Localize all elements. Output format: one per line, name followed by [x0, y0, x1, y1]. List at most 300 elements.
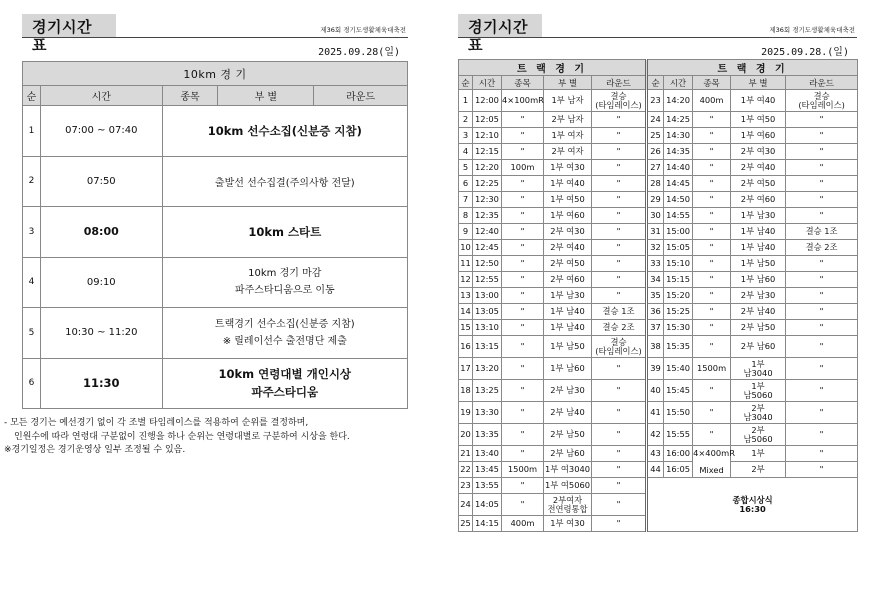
row-time: 11:30 [40, 358, 162, 409]
division-line1: 2부 [751, 402, 765, 413]
row-number: 18 [459, 380, 473, 402]
row-division: 2부 여30 [544, 224, 592, 240]
track-header-right: 트 랙 경 기 [647, 60, 858, 76]
row-event: " [502, 358, 544, 380]
row-description: 출발선 선수집결(주의사항 전달) [162, 156, 407, 207]
row-number: 4 [459, 144, 473, 160]
row-division [731, 402, 786, 424]
row-description-line2: 파주스타디움 [251, 385, 319, 400]
row-description-line1: 10km 연령대별 개인시상 [218, 367, 352, 382]
row-number: 3 [459, 128, 473, 144]
row-division: 1부 여30 [544, 160, 592, 176]
col-header: 라운드 [314, 86, 408, 106]
row-time: 15:20 [664, 288, 693, 304]
row-number: 5 [459, 160, 473, 176]
row-time: 16:00 [664, 446, 693, 462]
row-round: " [786, 208, 858, 224]
row-time: 12:20 [473, 160, 502, 176]
row-time: 13:05 [473, 304, 502, 320]
row-round: 결승 1조 [592, 304, 647, 320]
row-round: " [592, 462, 647, 478]
table-row [459, 358, 858, 380]
row-round: " [592, 144, 647, 160]
table-row [459, 336, 858, 358]
ceremony-title: 종합시상식 [732, 494, 773, 505]
row-number: 14 [459, 304, 473, 320]
row-division: 1부 여30 [544, 516, 592, 532]
row-event: " [502, 192, 544, 208]
row-time: 15:55 [664, 424, 693, 446]
row-time: 12:45 [473, 240, 502, 256]
table-row [459, 462, 858, 478]
row-time: 15:25 [664, 304, 693, 320]
row-time: 15:45 [664, 380, 693, 402]
row-time: 14:40 [664, 160, 693, 176]
row-event: " [502, 424, 544, 446]
row-division: 2부 남40 [731, 304, 786, 320]
row-division: 1부 여40 [544, 176, 592, 192]
table-row [23, 207, 408, 258]
round-line2: (타임레이스) [595, 99, 642, 110]
col-header: 종목 [693, 76, 731, 90]
row-division: 2부 여50 [731, 176, 786, 192]
row-round: " [786, 446, 858, 462]
row-event: " [693, 336, 731, 358]
ceremony-time: 16:30 [739, 503, 766, 514]
row-time: 12:25 [473, 176, 502, 192]
row-event: " [502, 446, 544, 462]
row-round: " [592, 160, 647, 176]
table-row [459, 90, 858, 112]
row-time: 12:10 [473, 128, 502, 144]
division-line1: 2부여자 [552, 494, 583, 505]
row-division: 2부 여30 [731, 144, 786, 160]
row-division: 2부 남30 [731, 288, 786, 304]
col-header: 부 별 [731, 76, 786, 90]
row-time: 12:00 [473, 90, 502, 112]
row-time: 13:20 [473, 358, 502, 380]
left-title: 경기시간표 [22, 14, 116, 38]
row-event: " [693, 304, 731, 320]
row-number: 5 [23, 308, 41, 359]
row-time: 14:30 [664, 128, 693, 144]
row-number: 4 [23, 257, 41, 308]
row-round: 결승 2조 [592, 320, 647, 336]
col-header: 시간 [40, 86, 162, 106]
row-division [731, 424, 786, 446]
row-time: 12:50 [473, 256, 502, 272]
row-time: 13:40 [473, 446, 502, 462]
col-header: 순 [23, 86, 41, 106]
row-event: 100m [502, 160, 544, 176]
row-event: " [693, 272, 731, 288]
row-round: " [592, 224, 647, 240]
row-event: 4×100mR [502, 90, 544, 112]
row-number: 40 [647, 380, 664, 402]
row-number: 1 [23, 106, 41, 157]
row-number: 9 [459, 224, 473, 240]
row-time: 07:50 [40, 156, 162, 207]
row-number: 23 [459, 478, 473, 494]
table-row [23, 308, 408, 359]
row-time: 15:40 [664, 358, 693, 380]
table-row [459, 402, 858, 424]
row-number: 20 [459, 424, 473, 446]
row-number: 2 [459, 112, 473, 128]
row-time: 12:35 [473, 208, 502, 224]
row-round: " [786, 160, 858, 176]
10km-schedule-table [22, 61, 408, 409]
row-description-line2: ※ 릴레이선수 출전명단 제출 [222, 335, 347, 347]
row-round: " [592, 516, 647, 532]
round-line2: (타임레이스) [595, 345, 642, 356]
row-round: " [592, 380, 647, 402]
row-division: 1부 남40 [731, 224, 786, 240]
table-row [23, 257, 408, 308]
row-description [162, 308, 407, 359]
col-header: 부 별 [544, 76, 592, 90]
col-header: 시간 [664, 76, 693, 90]
row-time: 14:25 [664, 112, 693, 128]
table-row [459, 144, 858, 160]
right-date: 2025.09.28.(일) [761, 47, 849, 58]
row-event: " [693, 144, 731, 160]
row-number: 44 [647, 462, 664, 478]
table-title: 10km 경 기 [23, 62, 408, 86]
row-time: 10:30 ~ 11:20 [40, 308, 162, 359]
table-row [23, 156, 408, 207]
footnote: 인원수에 따라 연령대 구분없이 진행을 하나 순위는 연령대별로 구분하여 시상을 한다. [14, 431, 350, 442]
row-division: 1부 남30 [731, 208, 786, 224]
row-time: 07:00 ~ 07:40 [40, 106, 162, 157]
col-header: 시간 [473, 76, 502, 90]
row-division: 1부 여50 [544, 192, 592, 208]
row-time: 14:20 [664, 90, 693, 112]
division-line2: 남5060 [743, 433, 773, 444]
row-round: " [786, 128, 858, 144]
row-number: 6 [23, 358, 41, 409]
row-division: 1부 남자 [544, 90, 592, 112]
col-header: 부 별 [218, 86, 314, 106]
row-number: 22 [459, 462, 473, 478]
row-time: 13:10 [473, 320, 502, 336]
row-event [693, 446, 735, 478]
row-description [162, 358, 407, 409]
round-line1: 결승 [610, 336, 627, 347]
footnote: ※경기일정은 경기운영상 일부 조정될 수 있음. [4, 445, 186, 455]
row-event: 1500m [502, 462, 544, 478]
row-division: 1부 여50 [731, 112, 786, 128]
row-round: " [786, 424, 858, 446]
row-event: " [693, 380, 731, 402]
row-number: 41 [647, 402, 664, 424]
right-title: 경기시간표 [458, 14, 542, 38]
row-round: " [592, 494, 647, 516]
row-time: 13:15 [473, 336, 502, 358]
row-event: " [693, 208, 731, 224]
row-round [592, 90, 647, 112]
row-description [162, 257, 407, 308]
row-event: " [693, 176, 731, 192]
table-row [459, 272, 858, 288]
row-event: " [693, 192, 731, 208]
track-schedule-table [458, 59, 858, 532]
row-division: 1부 남50 [544, 336, 592, 358]
row-description-line1: 10km 경기 마감 [248, 268, 322, 280]
footnote: - 모든 경기는 예선경기 없이 각 조별 타임레이스를 적용하여 순위를 결정하며, [4, 418, 309, 428]
row-round: " [592, 240, 647, 256]
row-time: 13:25 [473, 380, 502, 402]
row-event: " [502, 380, 544, 402]
row-division: 2부 남60 [544, 446, 592, 462]
table-row [459, 208, 858, 224]
row-round: " [592, 288, 647, 304]
table-row [459, 380, 858, 402]
row-division: 1부 여40 [731, 90, 786, 112]
table-row [459, 320, 858, 336]
row-time: 12:40 [473, 224, 502, 240]
row-event: " [502, 272, 544, 288]
row-round: " [786, 144, 858, 160]
round-line2: (타임레이스) [798, 99, 845, 110]
row-number: 8 [459, 208, 473, 224]
row-event: " [502, 128, 544, 144]
row-division: 2부 여40 [544, 240, 592, 256]
table-row [459, 424, 858, 446]
row-division: 2부 여40 [731, 160, 786, 176]
table-row [459, 446, 858, 462]
row-division: 1부 여60 [731, 128, 786, 144]
row-event: " [502, 256, 544, 272]
row-event: " [693, 224, 731, 240]
row-event: " [502, 240, 544, 256]
row-round: 결승 2조 [786, 240, 858, 256]
row-round: " [786, 336, 858, 358]
footnotes [4, 417, 350, 458]
row-time: 14:05 [473, 494, 502, 516]
row-round: " [786, 320, 858, 336]
row-event: " [502, 208, 544, 224]
table-row [459, 224, 858, 240]
row-division: 2부 남50 [544, 424, 592, 446]
row-time: 16:05 [664, 462, 693, 478]
row-number: 35 [647, 288, 664, 304]
table-row [459, 240, 858, 256]
row-event: " [502, 478, 544, 494]
row-division: 2부 남60 [731, 336, 786, 358]
row-event: " [693, 256, 731, 272]
table-row [459, 256, 858, 272]
row-event: " [502, 224, 544, 240]
row-event: " [502, 144, 544, 160]
row-division: 2부 남50 [731, 320, 786, 336]
row-event: " [502, 288, 544, 304]
row-event: " [502, 336, 544, 358]
row-round: " [786, 112, 858, 128]
row-time: 14:15 [473, 516, 502, 532]
row-number: 30 [647, 208, 664, 224]
row-event: 400m [502, 516, 544, 532]
row-division: 1부 남60 [731, 272, 786, 288]
row-division: 1부 남40 [544, 320, 592, 336]
col-header: 라운드 [592, 76, 647, 90]
row-division: 2부 남자 [544, 112, 592, 128]
row-round: " [786, 272, 858, 288]
row-time: 15:35 [664, 336, 693, 358]
row-time: 12:55 [473, 272, 502, 288]
row-round: " [592, 208, 647, 224]
row-round: " [786, 358, 858, 380]
row-division: 2부 여60 [731, 192, 786, 208]
row-division: 1부 [731, 446, 786, 462]
event-line2: Mixed [699, 464, 724, 475]
row-round: " [786, 462, 858, 478]
row-number: 15 [459, 320, 473, 336]
row-number: 32 [647, 240, 664, 256]
row-division: 1부 남40 [731, 240, 786, 256]
row-description: 10km 선수소집(신분증 지참) [162, 106, 407, 157]
row-event: " [502, 320, 544, 336]
row-time: 13:30 [473, 402, 502, 424]
table-row [459, 478, 858, 494]
row-round: " [592, 256, 647, 272]
row-event: " [693, 240, 731, 256]
row-number: 23 [647, 90, 664, 112]
row-round: " [786, 176, 858, 192]
track-header-left: 트 랙 경 기 [459, 60, 647, 76]
row-division: 2부 여60 [544, 272, 592, 288]
row-event: " [502, 494, 544, 516]
division-line1: 1부 [751, 358, 765, 369]
row-division: 1부 남40 [544, 304, 592, 320]
left-event-name: 제36회 경기도생활체육대축전 [320, 26, 406, 34]
col-header: 순 [459, 76, 473, 90]
row-number: 3 [23, 207, 41, 258]
row-division: 1부 남50 [731, 256, 786, 272]
row-round: " [592, 402, 647, 424]
row-number: 1 [459, 90, 473, 112]
row-division: 1부 여3040 [544, 462, 592, 478]
row-time: 14:35 [664, 144, 693, 160]
division-line2: 남3040 [743, 367, 773, 378]
row-description: 10km 스타트 [162, 207, 407, 258]
row-division: 2부 남30 [544, 380, 592, 402]
row-event: 400m [693, 90, 731, 112]
division-line2: 전연령통합 [547, 503, 588, 514]
row-event: " [693, 402, 731, 424]
row-number: 37 [647, 320, 664, 336]
round-line1: 결승 [813, 90, 830, 101]
row-event: " [502, 402, 544, 424]
row-time: 09:10 [40, 257, 162, 308]
row-round: " [592, 112, 647, 128]
row-number: 16 [459, 336, 473, 358]
row-description-line2: 파주스타디움으로 이동 [234, 285, 335, 297]
row-number: 39 [647, 358, 664, 380]
row-number: 6 [459, 176, 473, 192]
row-round: " [786, 288, 858, 304]
row-round: " [592, 176, 647, 192]
row-time: 13:00 [473, 288, 502, 304]
row-time: 12:30 [473, 192, 502, 208]
row-number: 21 [459, 446, 473, 462]
row-time: 13:55 [473, 478, 502, 494]
row-number: 26 [647, 144, 664, 160]
row-number: 12 [459, 272, 473, 288]
col-header: 종목 [502, 76, 544, 90]
row-round: " [786, 402, 858, 424]
row-round: " [786, 380, 858, 402]
row-division [731, 358, 786, 380]
row-division: 1부 여60 [544, 208, 592, 224]
row-event: " [693, 424, 731, 446]
row-number: 2 [23, 156, 41, 207]
table-row [459, 192, 858, 208]
row-event: " [693, 160, 731, 176]
row-round: " [592, 478, 647, 494]
row-number: 43 [647, 446, 664, 462]
row-round: " [592, 192, 647, 208]
row-number: 13 [459, 288, 473, 304]
row-time: 14:50 [664, 192, 693, 208]
row-round: " [592, 272, 647, 288]
row-time: 12:05 [473, 112, 502, 128]
row-round: " [786, 256, 858, 272]
row-division: 2부 남40 [544, 402, 592, 424]
col-header: 종목 [162, 86, 218, 106]
closing-ceremony [647, 478, 858, 532]
row-time: 12:15 [473, 144, 502, 160]
division-line1: 2부 [751, 424, 765, 435]
row-event: 1500m [693, 358, 731, 380]
table-row [23, 358, 408, 409]
table-row [23, 106, 408, 157]
row-number: 25 [647, 128, 664, 144]
row-number: 42 [647, 424, 664, 446]
row-division: 2부 여자 [544, 144, 592, 160]
row-number: 31 [647, 224, 664, 240]
row-event: " [502, 112, 544, 128]
row-division: 2부 [731, 462, 786, 478]
row-number: 34 [647, 272, 664, 288]
row-time: 15:15 [664, 272, 693, 288]
row-time: 15:05 [664, 240, 693, 256]
row-round: " [786, 304, 858, 320]
row-division: 1부 남60 [544, 358, 592, 380]
row-number: 19 [459, 402, 473, 424]
row-event: " [502, 176, 544, 192]
row-time: 13:35 [473, 424, 502, 446]
row-number: 33 [647, 256, 664, 272]
row-time: 15:10 [664, 256, 693, 272]
col-header: 순 [647, 76, 664, 90]
table-row [459, 160, 858, 176]
table-row [459, 128, 858, 144]
col-header: 라운드 [786, 76, 858, 90]
table-row [459, 304, 858, 320]
row-event: " [693, 320, 731, 336]
row-description-line1: 트랙경기 선수소집(신분증 지참) [214, 318, 355, 330]
row-number: 11 [459, 256, 473, 272]
row-event: " [693, 288, 731, 304]
division-line1: 1부 [751, 380, 765, 391]
row-time: 15:00 [664, 224, 693, 240]
row-round: " [592, 446, 647, 462]
row-round: " [786, 192, 858, 208]
row-division [544, 494, 592, 516]
row-round: " [592, 424, 647, 446]
division-line2: 남3040 [743, 411, 773, 422]
